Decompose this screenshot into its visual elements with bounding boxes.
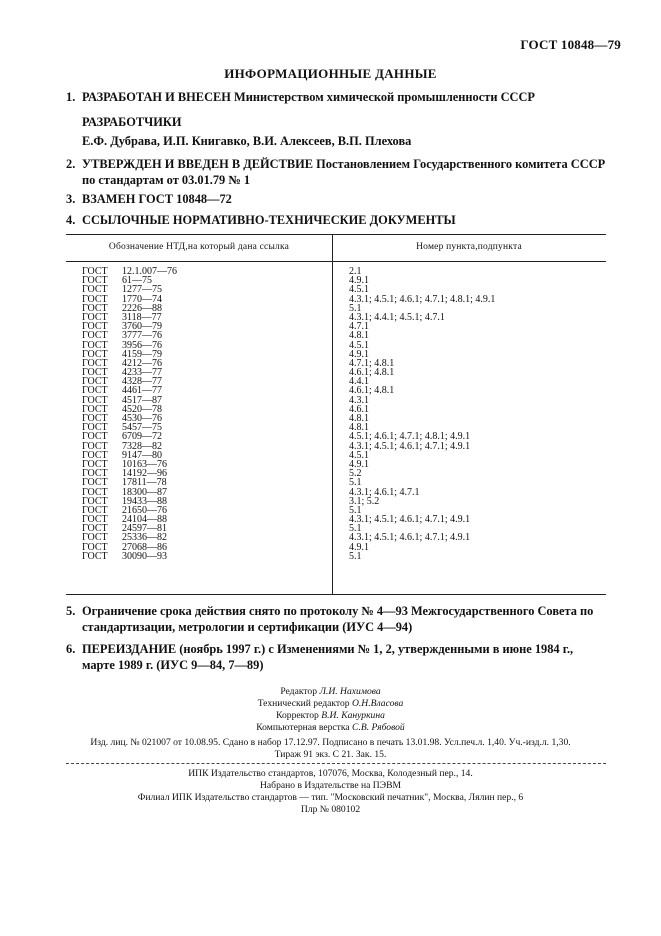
table-row-clause: 4.9.1 bbox=[349, 458, 369, 470]
doc-number: 3777—76 bbox=[122, 330, 162, 342]
doc-prefix: ГОСТ bbox=[82, 449, 108, 461]
developers-label: РАЗРАБОТЧИКИ bbox=[82, 115, 182, 129]
section-text: (ноябрь 1997 г.) с Изменениями № 1, 2, утвержденными в июне 1984 г., марте 1989 г. (ИУС 9—84, 7—89) bbox=[82, 642, 574, 672]
doc-prefix: ГОСТ bbox=[82, 550, 108, 562]
table-top-rule bbox=[66, 234, 606, 235]
table-row-clause: 4.9.1 bbox=[349, 275, 369, 287]
doc-number: 27068—86 bbox=[122, 541, 167, 553]
table-row-clause: 4.5.1 bbox=[349, 449, 369, 461]
table-row-clause: 4.6.1 bbox=[349, 403, 369, 415]
doc-prefix: ГОСТ bbox=[82, 330, 108, 342]
doc-prefix: ГОСТ bbox=[82, 394, 108, 406]
reference-table bbox=[66, 234, 606, 595]
doc-prefix: ГОСТ bbox=[82, 523, 108, 535]
doc-number: 24104—88 bbox=[122, 514, 167, 526]
doc-prefix: ГОСТ bbox=[82, 486, 108, 498]
doc-number: 30090—93 bbox=[122, 550, 167, 562]
table-row-clause: 4.3.1; 4.5.1; 4.6.1; 4.7.1; 4.9.1 bbox=[349, 532, 471, 544]
doc-prefix: ГОСТ bbox=[82, 495, 108, 507]
section-lead: РАЗРАБОТАН И ВНЕСЕН bbox=[82, 90, 231, 104]
section-lead: УТВЕРЖДЕН И ВВЕДЕН В ДЕЙСТВИЕ bbox=[82, 157, 314, 171]
table-row-clause: 4.5.1 bbox=[349, 339, 369, 351]
doc-prefix: ГОСТ bbox=[82, 431, 108, 443]
doc-number: 4530—76 bbox=[122, 413, 162, 424]
dashed-divider bbox=[66, 763, 606, 764]
doc-prefix: ГОСТ bbox=[82, 367, 108, 379]
doc-prefix: ГОСТ bbox=[82, 422, 108, 434]
doc-number: 4461—77 bbox=[122, 385, 162, 397]
table-row-clause: 3.1; 5.2 bbox=[349, 495, 380, 507]
doc-number: 19433—88 bbox=[122, 495, 167, 507]
doc-prefix: ГОСТ bbox=[82, 293, 108, 305]
document-column bbox=[82, 267, 177, 561]
table-column-divider bbox=[332, 234, 333, 595]
imprint-line: Плр № 080102 bbox=[300, 804, 361, 815]
doc-prefix: ГОСТ bbox=[82, 385, 108, 397]
doc-prefix: ГОСТ bbox=[82, 284, 108, 296]
doc-number: 4517—87 bbox=[122, 394, 162, 406]
table-row-clause: 4.3.1; 4.5.1; 4.6.1; 4.7.1; 4.9.1 bbox=[349, 440, 471, 452]
doc-number: 4520—78 bbox=[122, 403, 162, 415]
imprint-line: Изд. лиц. № 021007 от 10.08.95. Сдано в набор 17.12.97. Подписано в печать 13.01.98. Усл.печ.л. 1,40. Уч.-изд.л. 1,30. bbox=[90, 737, 571, 748]
table-row-clause: 4.9.1 bbox=[349, 348, 369, 360]
doc-number: 17811—78 bbox=[122, 477, 167, 489]
doc-number: 4233—77 bbox=[122, 367, 162, 379]
table-header-clause: Номер пункта,подпункта bbox=[416, 242, 522, 252]
section-text: Министерством химической промышленности СССР bbox=[230, 90, 535, 104]
doc-number: 18300—87 bbox=[122, 486, 167, 498]
table-bottom-rule bbox=[66, 594, 606, 595]
imprint-top bbox=[0, 737, 661, 761]
table-row-clause: 4.3.1; 4.4.1; 4.5.1; 4.7.1 bbox=[349, 311, 445, 323]
section-number: 5. bbox=[66, 604, 76, 618]
doc-number: 12.1.007—76 bbox=[122, 266, 177, 277]
doc-prefix: ГОСТ bbox=[82, 413, 108, 424]
section-number: 1. bbox=[66, 90, 76, 104]
doc-prefix: ГОСТ bbox=[82, 458, 108, 470]
table-row-clause: 5.1 bbox=[349, 477, 362, 489]
doc-prefix: ГОСТ bbox=[82, 403, 108, 415]
imprint-bottom bbox=[0, 768, 661, 816]
doc-number: 21650—76 bbox=[122, 504, 167, 516]
section-3 bbox=[66, 191, 606, 207]
doc-number: 10163—76 bbox=[122, 458, 167, 470]
doc-number: 24597—81 bbox=[122, 523, 167, 535]
imprint-line: Набрано в Издательстве на ПЭВМ bbox=[260, 780, 401, 791]
doc-prefix: ГОСТ bbox=[82, 532, 108, 544]
table-row-clause: 4.8.1 bbox=[349, 330, 369, 342]
doc-number: 4328—77 bbox=[122, 376, 162, 388]
table-row-clause: 4.3.1 bbox=[349, 394, 369, 406]
doc-prefix: ГОСТ bbox=[82, 504, 108, 516]
table-row-clause: 4.6.1; 4.8.1 bbox=[349, 385, 395, 397]
table-row-clause: 4.4.1 bbox=[349, 376, 369, 388]
section-6 bbox=[66, 641, 606, 673]
credit-tech-editor: Технический редактор О.Н.Власова bbox=[257, 698, 404, 709]
standard-number: ГОСТ 10848—79 bbox=[520, 37, 621, 52]
table-row-clause: 4.8.1 bbox=[349, 422, 369, 434]
doc-prefix: ГОСТ bbox=[82, 514, 108, 526]
table-row-document bbox=[82, 552, 177, 561]
section-number: 3. bbox=[66, 192, 76, 206]
doc-number: 1770—74 bbox=[122, 293, 162, 305]
table-row-clause: 4.5.1; 4.6.1; 4.7.1; 4.8.1; 4.9.1 bbox=[349, 431, 471, 443]
doc-prefix: ГОСТ bbox=[82, 339, 108, 351]
doc-number: 4212—76 bbox=[122, 357, 162, 369]
doc-prefix: ГОСТ bbox=[82, 302, 108, 314]
doc-prefix: ГОСТ bbox=[82, 275, 108, 287]
section-text: ССЫЛОЧНЫЕ НОРМАТИВНО-ТЕХНИЧЕСКИЕ ДОКУМЕНТЫ bbox=[82, 213, 456, 227]
doc-prefix: ГОСТ bbox=[82, 541, 108, 553]
doc-prefix: ГОСТ bbox=[82, 321, 108, 333]
imprint-line: Тираж 91 экз. С 21. Зак. 15. bbox=[274, 749, 387, 760]
credit-editor: Редактор Л.И. Нахимова bbox=[280, 686, 381, 697]
table-row-clause: 4.8.1 bbox=[349, 413, 369, 424]
credit-layout: Компьютерная верстка С.В. Рябовой bbox=[256, 722, 405, 733]
table-header-document: Обозначение НТД,на который дана ссылка bbox=[108, 242, 290, 252]
table-row-clause: 5.2 bbox=[349, 468, 362, 480]
doc-number: 61—75 bbox=[122, 275, 152, 287]
table-header-rule bbox=[66, 261, 606, 262]
section-number: 6. bbox=[66, 642, 76, 656]
doc-prefix: ГОСТ bbox=[82, 376, 108, 388]
imprint-line: ИПК Издательство стандартов, 107076, Москва, Колодезный пер., 14. bbox=[188, 768, 473, 779]
credit-corrector: Корректор В.И. Кануркина bbox=[276, 710, 385, 721]
page-title: ИНФОРМАЦИОННЫЕ ДАННЫЕ bbox=[224, 66, 437, 81]
table-row-clause: 5.1 bbox=[349, 550, 362, 562]
section-text: Ограничение срока действия снято по протоколу № 4—93 Межгосударственного Совета по стандартизации, метрологии и сертификации (ИУС 4—94) bbox=[82, 604, 594, 634]
section-5 bbox=[66, 603, 606, 635]
table-row-clause: 5.1 bbox=[349, 302, 362, 314]
table-row-clause: 4.7.1 bbox=[349, 321, 369, 333]
section-text: Постановлением Государственного комитета СССР по стандартам от 03.01.79 № 1 bbox=[82, 157, 606, 187]
doc-number: 3118—77 bbox=[122, 311, 162, 323]
table-row-clause: 4.3.1; 4.6.1; 4.7.1 bbox=[349, 486, 420, 498]
doc-prefix: ГОСТ bbox=[82, 468, 108, 480]
section-4 bbox=[66, 212, 606, 228]
table-row-clause: 4.7.1; 4.8.1 bbox=[349, 357, 395, 369]
imprint-line: Филиал ИПК Издательство стандартов — тип. "Московский печатник", Москва, Лялин пер., 6 bbox=[137, 792, 524, 803]
section-1 bbox=[66, 89, 606, 105]
doc-number: 4159—79 bbox=[122, 348, 162, 360]
clause-column bbox=[349, 267, 495, 561]
doc-prefix: ГОСТ bbox=[82, 266, 108, 277]
doc-number: 7328—82 bbox=[122, 440, 162, 452]
section-2 bbox=[66, 156, 606, 188]
table-row-clause: 4.3.1; 4.5.1; 4.6.1; 4.7.1; 4.8.1; 4.9.1 bbox=[349, 293, 496, 305]
doc-number: 1277—75 bbox=[122, 284, 162, 296]
doc-prefix: ГОСТ bbox=[82, 477, 108, 489]
table-row-clause: 5.1 bbox=[349, 523, 362, 535]
doc-number: 14192—96 bbox=[122, 468, 167, 480]
table-row-clause: 4.3.1; 4.5.1; 4.6.1; 4.7.1; 4.9.1 bbox=[349, 514, 471, 526]
doc-number: 5457—75 bbox=[122, 422, 162, 434]
developers-list: Е.Ф. Дубрава, И.П. Книгавко, В.И. Алексеев, В.П. Плехова bbox=[82, 134, 412, 148]
table-row-clause: 4.9.1 bbox=[349, 541, 369, 553]
credits-block bbox=[0, 686, 661, 734]
section-lead: ПЕРЕИЗДАНИЕ bbox=[82, 642, 177, 656]
table-row-clause: 4.6.1; 4.8.1 bbox=[349, 367, 395, 379]
doc-number: 6709—72 bbox=[122, 431, 162, 443]
table-row-clause: 2.1 bbox=[349, 266, 362, 277]
doc-number: 9147—80 bbox=[122, 449, 162, 461]
doc-prefix: ГОСТ bbox=[82, 357, 108, 369]
section-number: 4. bbox=[66, 213, 76, 227]
table-row-clause: 5.1 bbox=[349, 504, 362, 516]
doc-prefix: ГОСТ bbox=[82, 440, 108, 452]
doc-number: 2226—88 bbox=[122, 302, 162, 314]
doc-number: 3956—76 bbox=[122, 339, 162, 351]
section-text: ВЗАМЕН ГОСТ 10848—72 bbox=[82, 192, 232, 206]
doc-number: 25336—82 bbox=[122, 532, 167, 544]
section-number: 2. bbox=[66, 157, 76, 171]
table-row-clause: 4.5.1 bbox=[349, 284, 369, 296]
doc-prefix: ГОСТ bbox=[82, 348, 108, 360]
doc-prefix: ГОСТ bbox=[82, 311, 108, 323]
doc-number: 3760—79 bbox=[122, 321, 162, 333]
